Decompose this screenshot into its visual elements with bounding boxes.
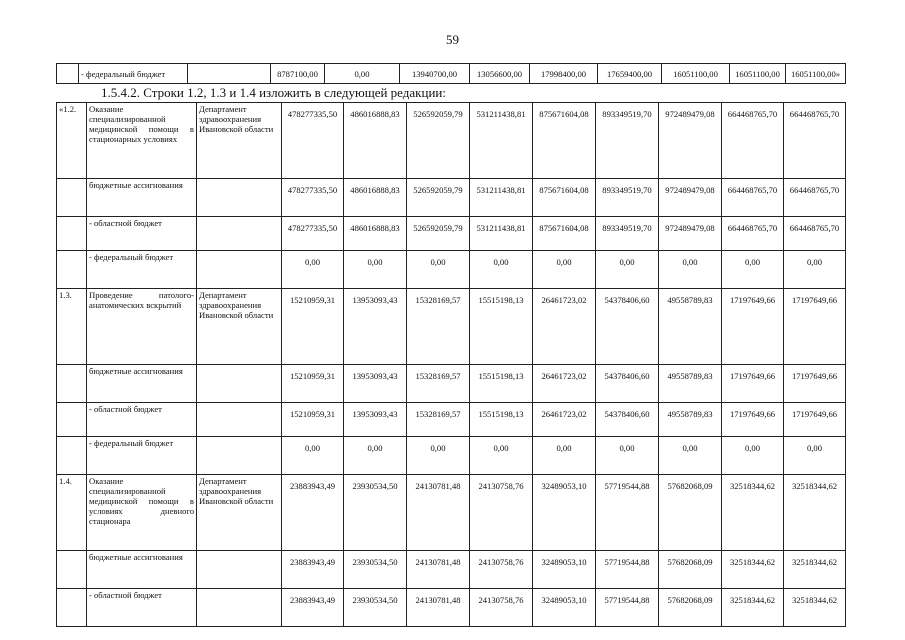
value-cell: 486016888,83 bbox=[344, 217, 407, 251]
row-number-cell: 1.4. bbox=[57, 475, 87, 551]
value-cell: 526592059,79 bbox=[407, 179, 470, 217]
row-number-cell bbox=[57, 179, 87, 217]
value-cell: 57682068,09 bbox=[659, 589, 722, 627]
value-cell: 17197649,66 bbox=[722, 289, 784, 365]
value-cell: 32518344,62 bbox=[784, 475, 846, 551]
row-name-cell: - областной бюджет bbox=[87, 589, 197, 627]
value-cell: 664468765,70 bbox=[784, 103, 846, 179]
value-cell: 32489053,10 bbox=[533, 589, 596, 627]
value-cell: 15210959,31 bbox=[282, 289, 344, 365]
value-cell: 664468765,70 bbox=[722, 103, 784, 179]
value-cell: 893349519,70 bbox=[596, 103, 659, 179]
value-cell: 24130758,76 bbox=[470, 475, 533, 551]
value-cell: 664468765,70 bbox=[784, 179, 846, 217]
value-cell: 32518344,62 bbox=[722, 475, 784, 551]
value-cell: 24130781,48 bbox=[407, 551, 470, 589]
row-name-cell: - областной бюджет bbox=[87, 403, 197, 437]
value-cell: 57682068,09 bbox=[659, 475, 722, 551]
value-cell: 0,00 bbox=[325, 64, 400, 84]
value-cell: 17998400,00 bbox=[530, 64, 598, 84]
value-cell: 478277335,50 bbox=[282, 217, 344, 251]
table-row bbox=[57, 551, 846, 589]
value-cell: 875671604,08 bbox=[533, 103, 596, 179]
value-cell: 0,00 bbox=[659, 251, 722, 289]
value-cell: 15515198,13 bbox=[470, 403, 533, 437]
program-table bbox=[56, 102, 846, 627]
value-cell: 17659400,00 bbox=[598, 64, 662, 84]
value-cell: 0,00 bbox=[282, 437, 344, 475]
value-cell: 57719544,88 bbox=[596, 589, 659, 627]
row-name-cell: бюджетные ассигнования bbox=[87, 551, 197, 589]
value-cell: 0,00 bbox=[533, 437, 596, 475]
value-cell: 24130758,76 bbox=[470, 589, 533, 627]
row-name-cell: Оказание специализированной медицинской помощи в стационарных условиях bbox=[87, 103, 197, 179]
value-cell: 26461723,02 bbox=[533, 403, 596, 437]
value-cell: 15328169,57 bbox=[407, 365, 470, 403]
row-name-cell: - федеральный бюджет bbox=[87, 437, 197, 475]
value-cell: 526592059,79 bbox=[407, 103, 470, 179]
value-cell: 486016888,83 bbox=[344, 179, 407, 217]
value-cell: 13953093,43 bbox=[344, 289, 407, 365]
top-table bbox=[56, 63, 846, 84]
value-cell: 972489479,08 bbox=[659, 217, 722, 251]
executor-cell: Департамент здравоохранения Ивановской области bbox=[197, 475, 282, 551]
value-cell: 15210959,31 bbox=[282, 403, 344, 437]
table-row bbox=[57, 437, 846, 475]
value-cell: 49558789,83 bbox=[659, 289, 722, 365]
executor-cell: Департамент здравоохранения Ивановской области bbox=[197, 103, 282, 179]
executor-cell bbox=[188, 64, 271, 84]
executor-cell bbox=[197, 551, 282, 589]
value-cell: 15328169,57 bbox=[407, 403, 470, 437]
value-cell: 32489053,10 bbox=[533, 551, 596, 589]
executor-cell bbox=[197, 179, 282, 217]
value-cell: 23930534,50 bbox=[344, 551, 407, 589]
executor-cell bbox=[197, 217, 282, 251]
value-cell: 24130781,48 bbox=[407, 475, 470, 551]
value-cell: 893349519,70 bbox=[596, 179, 659, 217]
value-cell: 26461723,02 bbox=[533, 289, 596, 365]
value-cell: 23930534,50 bbox=[344, 475, 407, 551]
value-cell: 15515198,13 bbox=[470, 289, 533, 365]
value-cell: 57719544,88 bbox=[596, 551, 659, 589]
table-row bbox=[57, 403, 846, 437]
executor-cell bbox=[197, 365, 282, 403]
value-cell: 54378406,60 bbox=[596, 289, 659, 365]
value-cell: 13953093,43 bbox=[344, 403, 407, 437]
executor-cell bbox=[197, 403, 282, 437]
value-cell: 0,00 bbox=[344, 437, 407, 475]
value-cell: 49558789,83 bbox=[659, 403, 722, 437]
value-cell: 17197649,66 bbox=[722, 365, 784, 403]
value-cell: 23883943,49 bbox=[282, 551, 344, 589]
value-cell: 24130758,76 bbox=[470, 551, 533, 589]
row-number-cell bbox=[57, 551, 87, 589]
value-cell: 57682068,09 bbox=[659, 551, 722, 589]
value-cell: 23930534,50 bbox=[344, 589, 407, 627]
value-cell: 49558789,83 bbox=[659, 365, 722, 403]
table-row bbox=[57, 179, 846, 217]
value-cell: 17197649,66 bbox=[784, 289, 846, 365]
value-cell: 17197649,66 bbox=[722, 403, 784, 437]
value-cell: 0,00 bbox=[659, 437, 722, 475]
value-cell: 32518344,62 bbox=[784, 589, 846, 627]
value-cell: 15328169,57 bbox=[407, 289, 470, 365]
value-cell: 15515198,13 bbox=[470, 365, 533, 403]
row-number-cell bbox=[57, 217, 87, 251]
table-row bbox=[57, 251, 846, 289]
value-cell: 23883943,49 bbox=[282, 475, 344, 551]
value-cell: 478277335,50 bbox=[282, 103, 344, 179]
value-cell: 478277335,50 bbox=[282, 179, 344, 217]
executor-cell bbox=[197, 589, 282, 627]
row-number-cell bbox=[57, 365, 87, 403]
value-cell: 32489053,10 bbox=[533, 475, 596, 551]
value-cell: 664468765,70 bbox=[722, 217, 784, 251]
row-number-cell bbox=[57, 251, 87, 289]
row-name-cell: Проведение патолого-анатомических вскрытий bbox=[87, 289, 197, 365]
value-cell: 24130781,48 bbox=[407, 589, 470, 627]
value-cell: 13056600,00 bbox=[470, 64, 530, 84]
value-cell: 531211438,81 bbox=[470, 103, 533, 179]
value-cell: 664468765,70 bbox=[722, 179, 784, 217]
value-cell: 16051100,00 bbox=[662, 64, 730, 84]
value-cell: 32518344,62 bbox=[784, 551, 846, 589]
row-number-cell: 1.3. bbox=[57, 289, 87, 365]
value-cell: 0,00 bbox=[470, 251, 533, 289]
value-cell: 0,00 bbox=[722, 251, 784, 289]
row-name-cell: - федеральный бюджет bbox=[87, 251, 197, 289]
value-cell: 0,00 bbox=[407, 437, 470, 475]
section-heading: 1.5.4.2. Строки 1.2, 1.3 и 1.4 изложить в следующей редакции: bbox=[101, 85, 446, 100]
value-cell: 26461723,02 bbox=[533, 365, 596, 403]
value-cell: 0,00 bbox=[722, 437, 784, 475]
value-cell: 0,00 bbox=[784, 251, 846, 289]
value-cell: 0,00 bbox=[533, 251, 596, 289]
value-cell: 32518344,62 bbox=[722, 589, 784, 627]
row-name-cell: - областной бюджет bbox=[87, 217, 197, 251]
value-cell: 531211438,81 bbox=[470, 217, 533, 251]
table-row bbox=[57, 217, 846, 251]
row-number-cell bbox=[57, 64, 79, 84]
value-cell: 526592059,79 bbox=[407, 217, 470, 251]
page-number: 59 bbox=[446, 32, 459, 47]
value-cell: 486016888,83 bbox=[344, 103, 407, 179]
row-number-cell bbox=[57, 589, 87, 627]
row-name-cell: бюджетные ассигнования bbox=[87, 365, 197, 403]
executor-cell: Департамент здравоохранения Ивановской области bbox=[197, 289, 282, 365]
row-number-cell bbox=[57, 403, 87, 437]
value-cell: 8787100,00 bbox=[271, 64, 325, 84]
value-cell: 0,00 bbox=[470, 437, 533, 475]
value-cell: 0,00 bbox=[282, 251, 344, 289]
executor-cell bbox=[197, 251, 282, 289]
value-cell: 664468765,70 bbox=[784, 217, 846, 251]
value-cell: 0,00 bbox=[784, 437, 846, 475]
table-row bbox=[57, 64, 846, 84]
value-cell: 0,00 bbox=[344, 251, 407, 289]
value-cell: 23883943,49 bbox=[282, 589, 344, 627]
row-name-cell: бюджетные ассигнования bbox=[87, 179, 197, 217]
value-cell: 972489479,08 bbox=[659, 103, 722, 179]
value-cell: 893349519,70 bbox=[596, 217, 659, 251]
value-cell: 54378406,60 bbox=[596, 365, 659, 403]
value-cell: 0,00 bbox=[596, 437, 659, 475]
value-cell: 875671604,08 bbox=[533, 217, 596, 251]
value-cell: 32518344,62 bbox=[722, 551, 784, 589]
value-cell: 13953093,43 bbox=[344, 365, 407, 403]
value-cell: 16051100,00» bbox=[786, 64, 846, 84]
value-cell: 17197649,66 bbox=[784, 403, 846, 437]
value-cell: 531211438,81 bbox=[470, 179, 533, 217]
value-cell: 0,00 bbox=[596, 251, 659, 289]
value-cell: 0,00 bbox=[407, 251, 470, 289]
table-row bbox=[57, 365, 846, 403]
table-row bbox=[57, 475, 846, 551]
table-row bbox=[57, 103, 846, 179]
value-cell: 16051100,00 bbox=[730, 64, 786, 84]
value-cell: 972489479,08 bbox=[659, 179, 722, 217]
row-number-cell: «1.2. bbox=[57, 103, 87, 179]
table-row bbox=[57, 289, 846, 365]
value-cell: 15210959,31 bbox=[282, 365, 344, 403]
value-cell: 875671604,08 bbox=[533, 179, 596, 217]
row-number-cell bbox=[57, 437, 87, 475]
value-cell: 54378406,60 bbox=[596, 403, 659, 437]
value-cell: 17197649,66 bbox=[784, 365, 846, 403]
value-cell: 13940700,00 bbox=[400, 64, 470, 84]
row-name-cell: Оказание специализированной медицинской помощи в условиях дневного стационара bbox=[87, 475, 197, 551]
value-cell: 57719544,88 bbox=[596, 475, 659, 551]
row-name-cell: - федеральный бюджет bbox=[79, 64, 188, 84]
table-row bbox=[57, 589, 846, 627]
executor-cell bbox=[197, 437, 282, 475]
